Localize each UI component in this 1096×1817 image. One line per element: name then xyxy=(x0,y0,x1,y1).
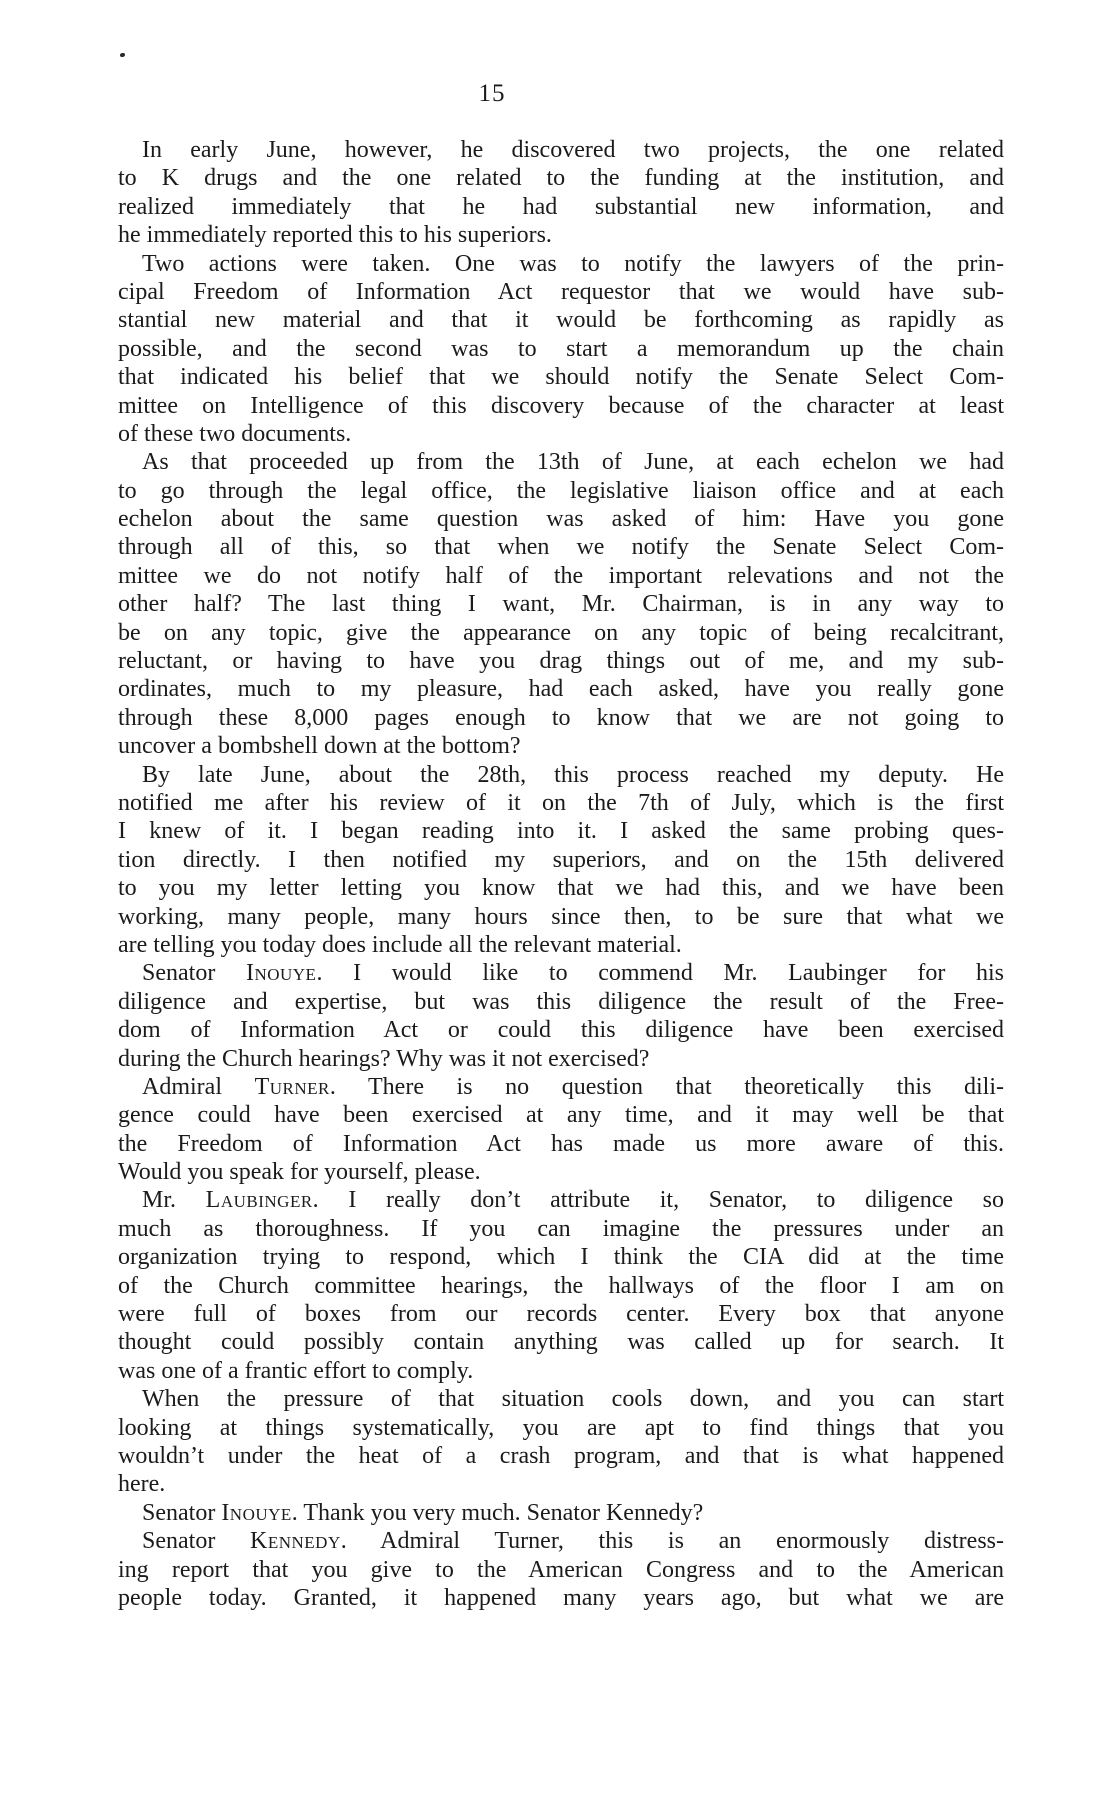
text-line xyxy=(118,1442,1004,1470)
text-segment: . Admiral Turner, this is an enormously distress- xyxy=(340,1528,1004,1555)
text-line xyxy=(118,363,1004,391)
text-line xyxy=(118,1130,1004,1158)
text-segment: of the Church committee hearings, the hallways of the floor I am on xyxy=(118,1272,1004,1299)
text-line xyxy=(118,647,1004,675)
text-line xyxy=(118,335,1004,363)
text-line xyxy=(118,278,1004,306)
text-line xyxy=(118,732,1004,760)
paragraph xyxy=(118,136,1004,250)
text-line xyxy=(118,392,1004,420)
speaker-name: Laubinger xyxy=(205,1187,313,1214)
speaker-name: Kennedy xyxy=(250,1528,341,1555)
text-segment: Senator xyxy=(142,1499,222,1526)
text-line xyxy=(118,675,1004,703)
text-segment: possible, and the second was to start a memorandum up the chain xyxy=(118,335,1004,362)
text-line xyxy=(118,619,1004,647)
text-segment: through all of this, so that when we notify the Senate Select Com- xyxy=(118,534,1004,561)
text-line xyxy=(118,874,1004,902)
text-segment: wouldn’t under the heat of a crash program, and that is what happened xyxy=(118,1442,1004,1469)
text-line xyxy=(118,505,1004,533)
text-segment: were full of boxes from our records center. Every box that anyone xyxy=(118,1301,1004,1328)
text-line xyxy=(118,846,1004,874)
text-line xyxy=(118,1272,1004,1300)
paragraph xyxy=(118,959,1004,1073)
text-line xyxy=(118,1470,1004,1498)
text-line xyxy=(118,562,1004,590)
text-segment: here. xyxy=(118,1471,166,1498)
text-line xyxy=(118,533,1004,561)
text-segment: much as thoroughness. If you can imagine the pressures under an xyxy=(118,1215,1004,1242)
text-segment: people today. Granted, it happened many years ago, but what we are xyxy=(118,1584,1004,1611)
text-segment: uncover a bombshell down at the bottom? xyxy=(118,733,521,760)
text-line xyxy=(118,1385,1004,1413)
text-line xyxy=(118,789,1004,817)
text-segment: stantial new material and that it would be forthcoming as rapidly as xyxy=(118,307,1004,334)
text-line xyxy=(118,931,1004,959)
text-segment: reluctant, or having to have you drag things out of me, and my sub- xyxy=(118,648,1004,675)
text-segment: Two actions were taken. One was to notify the lawyers of the prin- xyxy=(142,250,1004,277)
text-line xyxy=(118,306,1004,334)
text-segment: the Freedom of Information Act has made us more aware of this. xyxy=(118,1130,1004,1157)
text-segment: In early June, however, he discovered two projects, the one related xyxy=(142,137,1004,163)
text-line xyxy=(118,1499,1004,1527)
text-line xyxy=(118,1045,1004,1073)
text-segment: to you my letter letting you know that we had this, and we have been xyxy=(118,875,1004,902)
text-segment: other half? The last thing I want, Mr. Chairman, is in any way to xyxy=(118,591,1004,618)
text-segment: . I really don’t attribute it, Senator, to diligence so xyxy=(312,1187,1004,1214)
text-segment: As that proceeded up from the 13th of June, at each echelon we had xyxy=(142,449,1004,476)
text-segment: ordinates, much to my pleasure, had each asked, have you really gone xyxy=(118,676,1004,703)
text-segment: Senator xyxy=(142,960,246,987)
text-segment: diligence and expertise, but was this diligence the result of the Free- xyxy=(118,988,1004,1015)
text-segment: echelon about the same question was asked of him: Have you gone xyxy=(118,506,1004,533)
page-number: 15 xyxy=(478,80,506,107)
text-line xyxy=(118,1300,1004,1328)
text-segment: realized immediately that he had substantial new information, and xyxy=(118,193,1004,220)
paragraph xyxy=(118,1186,1004,1385)
text-line xyxy=(118,193,1004,221)
text-segment: to K drugs and the one related to the funding at the institution, and xyxy=(118,165,1004,192)
text-line xyxy=(118,817,1004,845)
text-segment: cipal Freedom of Information Act requestor that we would have sub- xyxy=(118,278,1004,305)
text-segment: organization trying to respond, which I think the CIA did at the time xyxy=(118,1244,1004,1271)
text-segment: are telling you today does include all the relevant material. xyxy=(118,931,682,958)
text-segment: Senator xyxy=(142,1528,251,1555)
speaker-name: Turner xyxy=(254,1073,330,1100)
paragraph xyxy=(118,761,1004,960)
text-line xyxy=(118,590,1004,618)
text-segment: mittee we do not notify half of the important relevations and not the xyxy=(118,562,1004,589)
paragraph xyxy=(118,1527,1004,1612)
text-segment: gence could have been exercised at any time, and it may well be that xyxy=(118,1102,1004,1129)
text-line xyxy=(118,1584,1004,1612)
text-line xyxy=(118,903,1004,931)
text-line xyxy=(118,250,1004,278)
text-line xyxy=(118,988,1004,1016)
text-line xyxy=(118,1073,1004,1101)
text-segment: was one of a frantic effort to comply. xyxy=(118,1357,474,1384)
text-line xyxy=(118,136,1004,164)
text-line xyxy=(118,1016,1004,1044)
text-line xyxy=(118,1215,1004,1243)
text-segment: looking at things systematically, you are apt to find things that you xyxy=(118,1414,1004,1441)
text-segment: . I would like to commend Mr. Laubinger for his xyxy=(316,960,1004,987)
text-line xyxy=(118,1186,1004,1214)
text-line xyxy=(118,1527,1004,1555)
text-segment: . Thank you very much. Senator Kennedy? xyxy=(291,1499,704,1526)
text-segment: of these two documents. xyxy=(118,420,352,447)
text-segment: By late June, about the 28th, this process reached my deputy. He xyxy=(142,761,1004,788)
text-segment: Mr. xyxy=(142,1187,206,1214)
scan-speck xyxy=(120,53,125,57)
text-line xyxy=(118,1243,1004,1271)
paragraph xyxy=(118,250,1004,449)
text-segment: ing report that you give to the American Congress and to the American xyxy=(118,1556,1004,1583)
text-segment: to go through the legal office, the legislative liaison office and at each xyxy=(118,477,1004,504)
text-segment: tion directly. I then notified my superiors, and on the 15th delivered xyxy=(118,846,1004,873)
text-segment: . There is no question that theoretically this dili- xyxy=(329,1073,1004,1100)
text-line xyxy=(118,704,1004,732)
text-line xyxy=(118,221,1004,249)
text-segment: Would you speak for yourself, please. xyxy=(118,1159,481,1186)
text-line xyxy=(118,1556,1004,1584)
text-line xyxy=(118,1357,1004,1385)
paragraph xyxy=(118,448,1004,760)
text-line xyxy=(118,761,1004,789)
text-line xyxy=(118,1414,1004,1442)
text-segment: through these 8,000 pages enough to know that we are not going to xyxy=(118,704,1004,731)
text-segment: dom of Information Act or could this diligence have been exercised xyxy=(118,1017,1004,1044)
text-segment: he immediately reported this to his superiors. xyxy=(118,222,552,249)
paragraph xyxy=(118,1499,1004,1527)
text-segment: thought could possibly contain anything was called up for search. It xyxy=(118,1329,1004,1356)
text-segment: When the pressure of that situation cools down, and you can start xyxy=(142,1386,1004,1413)
text-segment: I knew of it. I began reading into it. I asked the same probing ques- xyxy=(118,818,1004,845)
text-line xyxy=(118,959,1004,987)
text-segment: mittee on Intelligence of this discovery because of the character at least xyxy=(118,392,1004,419)
text-segment: that indicated his belief that we should notify the Senate Select Com- xyxy=(118,364,1004,391)
text-segment: Admiral xyxy=(142,1073,255,1100)
text-line xyxy=(118,420,1004,448)
paragraph xyxy=(118,1073,1004,1187)
text-line xyxy=(118,448,1004,476)
speaker-name: Inouye xyxy=(245,960,317,987)
text-line xyxy=(118,1328,1004,1356)
text-line xyxy=(118,164,1004,192)
paragraph xyxy=(118,1385,1004,1499)
text-segment: working, many people, many hours since then, to be sure that what we xyxy=(118,903,1004,930)
document-body xyxy=(118,136,1004,1612)
text-line xyxy=(118,1158,1004,1186)
text-segment: be on any topic, give the appearance on any topic of being recalcitrant, xyxy=(118,619,1004,646)
text-line xyxy=(118,1101,1004,1129)
text-line xyxy=(118,477,1004,505)
text-segment: during the Church hearings? Why was it not exercised? xyxy=(118,1045,650,1072)
text-segment: notified me after his review of it on the 7th of July, which is the first xyxy=(118,789,1004,816)
speaker-name: Inouye xyxy=(221,1499,292,1526)
page-number-row xyxy=(0,80,1096,108)
